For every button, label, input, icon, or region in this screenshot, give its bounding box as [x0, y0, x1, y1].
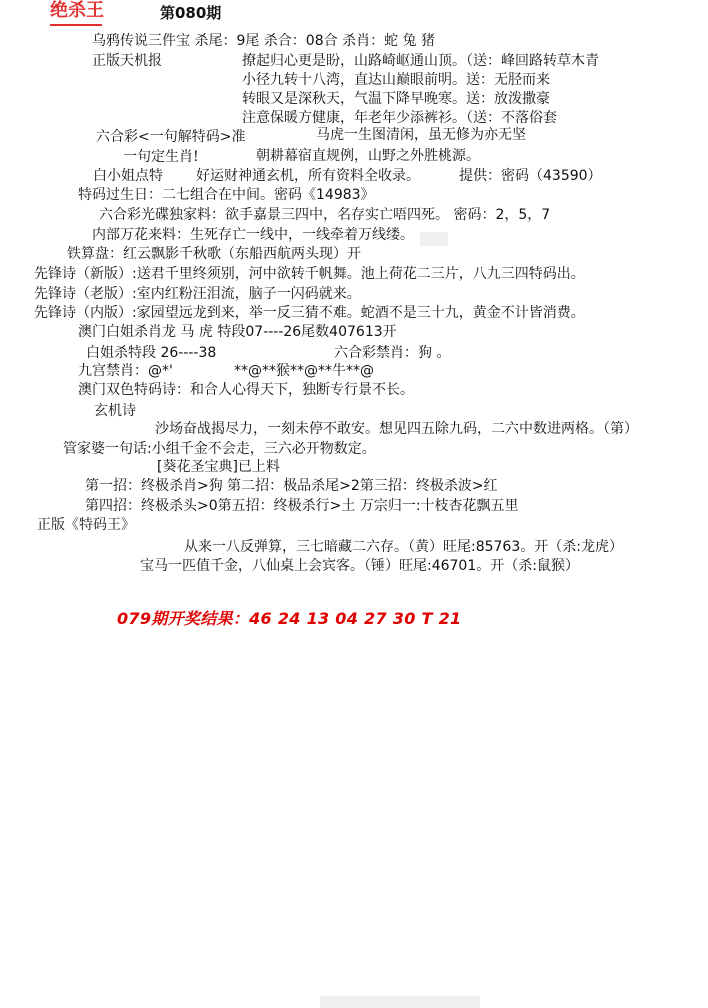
white-lady-title: 白小姐点特	[93, 168, 163, 184]
page-title: 绝杀王	[50, 0, 104, 21]
period-label: 第080期	[160, 4, 222, 22]
zodiac-title: 一句定生肖!	[123, 149, 199, 165]
one-sentence-line-2: 朝耕幕宿直规例，山野之外胜桃源。	[256, 148, 480, 164]
poem-line-3: 转眼又是深秋天，气温下降早晚寒。送：放泼撒豪	[242, 91, 550, 107]
one-sentence-line-1: 马虎一生图清闲，虽无修为亦无坚	[316, 127, 526, 143]
kill-segment-line: 白姐杀特段 26----38	[86, 345, 217, 361]
vanguard-inner-line: 先锋诗（内版）:家园望远龙到来，举一反三猜不难。蛇酒不是三十九，黄金不计皆消费。	[34, 305, 585, 321]
vanguard-old-line: 先锋诗（老版）:室内红粉汪泪流，脑子一闪码就来。	[34, 286, 361, 302]
mystic-poem-title: 玄机诗	[94, 403, 136, 419]
nine-palace-line: 九宫禁肖：@*'	[78, 363, 173, 379]
crow-legend-line: 乌鸦传说三件宝 杀尾：9尾 杀合：08合 杀肖：蛇 兔 猪	[92, 33, 435, 49]
tianji-title: 正版天机报	[92, 53, 162, 69]
vanguard-new-line: 先锋诗（新版）:送君千里终须别，河中欲转千帆舞。池上荷花二三片，八九三四特码出。	[34, 266, 585, 282]
white-lady-text: 好运财神通玄机，所有资料全收录。	[196, 168, 420, 184]
mystic-poem-line: 沙场奋战揭尽力，一刻未停不敢安。想见四五除九码，二六中数进两格。（第）	[155, 421, 638, 437]
banned-zodiac: 六合彩禁肖：狗 。	[334, 345, 451, 361]
scan-smudge-bottom	[320, 996, 480, 1008]
macau-white-lady-line: 澳门白姐杀肖龙 马 虎 特段07----26尾数407613开	[78, 324, 397, 340]
special-king-title: 正版《特码王》	[37, 517, 135, 533]
poem-line-4: 注意保暖方健康，年老年少添裤衫。（送：不落俗套	[242, 110, 557, 126]
housekeeper-line: 管家婆一句话:小组千金不会走，三六必开物数定。	[63, 441, 376, 457]
one-sentence-title: 六合彩<一句解特码>准	[96, 129, 246, 145]
title-underline	[50, 24, 102, 26]
poem-line-2: 小径九转十八湾，直达山巅眼前明。送：无胫而来	[242, 72, 550, 88]
special-king-line-1: 从来一八反弹算，三七暗藏二六存。（黄）旺尾:85763。开（杀:龙虎）	[184, 539, 623, 555]
scan-smudge	[420, 232, 448, 246]
provide-code: 提供：密码（43590）	[459, 168, 602, 184]
moves-line-1: 第一招：终极杀肖>狗 第二招：极品杀尾>2第三招：终极杀波>红	[85, 478, 498, 494]
draw-result: 079期开奖结果：46 24 13 04 27 30 T 21	[117, 609, 462, 628]
nine-palace-symbols: **@**猴**@**牛**@	[234, 363, 374, 379]
moves-line-2: 第四招：终极杀头>0第五招：终极杀行>土 万宗归一:十枝杏花飘五里	[85, 498, 519, 514]
sunflower-title: [葵花圣宝典]已上料	[157, 459, 280, 475]
birthday-code-line: 特码过生日：二七组合在中间。密码《14983》	[78, 187, 375, 203]
iron-abacus-line: 铁算盘：红云飘影千秋歌（东船西航两头现）开	[67, 246, 361, 262]
insider-line: 内部万花来料：生死存亡一线中，一线牵着万线缕。	[92, 227, 414, 243]
disc-exclusive-line: 六合彩光碟独家料：欲手嘉景三四中，名存实亡唔四死。 密码：2，5，7	[99, 207, 551, 223]
poem-line-1: 撩起归心更是盼，山路崎岖通山顶。（送：峰回路转草木青	[242, 53, 599, 69]
special-king-line-2: 宝马一匹值千金，八仙桌上会宾客。（锤）旺尾:46701。开（杀:鼠猴）	[140, 558, 579, 574]
macau-two-color-line: 澳门双色特码诗：和合人心得天下，独断专行景不长。	[78, 382, 414, 398]
